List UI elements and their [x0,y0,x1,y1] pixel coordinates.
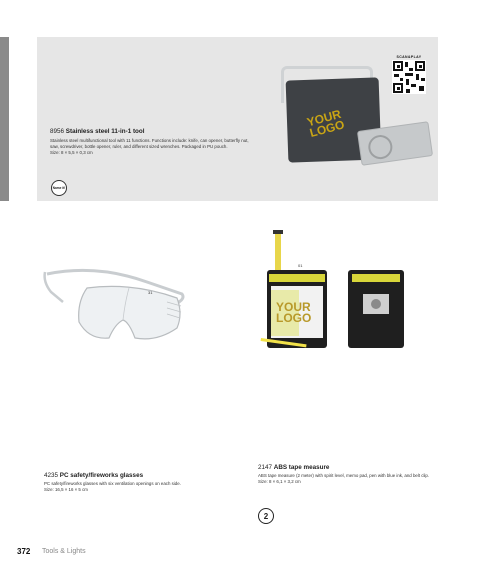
page-category: Tools & Lights [42,548,86,555]
qr-block[interactable] [392,55,426,94]
warranty-badge-icon [258,508,274,524]
tape-logo-print [276,302,316,324]
product-right-code: 2147 [258,464,273,471]
warranty-badge-text: 2 [263,511,269,521]
qr-code-icon[interactable] [392,60,426,94]
glasses-image-label: 31 [148,290,153,295]
name-it-badge-text: Name it! [52,186,66,190]
logo-text: YOUR LOGO [305,106,346,141]
product-left-title [44,472,143,479]
product-top-code: 8956 [50,128,65,135]
product-top-description [50,138,250,156]
product-left-description [44,481,244,493]
product-left-description-text: PC safety/fireworks glasses with six ventilation openings on each side. [44,481,181,486]
product-left-size: Size: 16,5 × 16 × 5 cm [44,487,88,492]
product-right-description [258,473,438,485]
tape-image-label: 01 [298,263,303,268]
section-side-bar [0,37,9,201]
product-left-name: PC safety/fireworks glasses [59,472,144,479]
product-right-title [258,464,329,471]
product-right-name: ABS tape measure [273,464,330,471]
product-right-description-text: ABS tape measure (2 meter) with spirit level, memo pad, pen with blue ink, and belt clip. [258,473,430,478]
product-top-title [50,128,145,135]
product-right-size: Size: 8 × 6,1 × 3,2 cm [258,479,301,484]
product-top-description-text: Stainless steel multifunctional tool with 11 functions. Functions include: knife, can opener, butterfly nut, saw, screwdriver, bottle opener, ruler, and different sized wrenches. Packaged in PU pouch. [50,138,249,149]
name-it-badge-icon [51,180,67,196]
tape-logo-text: YOUR LOGO [276,300,312,325]
safety-glasses-image [37,262,187,352]
page-number: 372 [17,547,31,556]
product-left-code: 4235 [44,472,59,479]
tape-measure-image [255,230,415,360]
product-top-name: Stainless steel 11-in-1 tool [65,128,145,135]
product-top-size: Size: 8 × 5,5 × 0,3 cm [50,150,93,155]
qr-label: SCAN&PLAY [396,55,422,59]
